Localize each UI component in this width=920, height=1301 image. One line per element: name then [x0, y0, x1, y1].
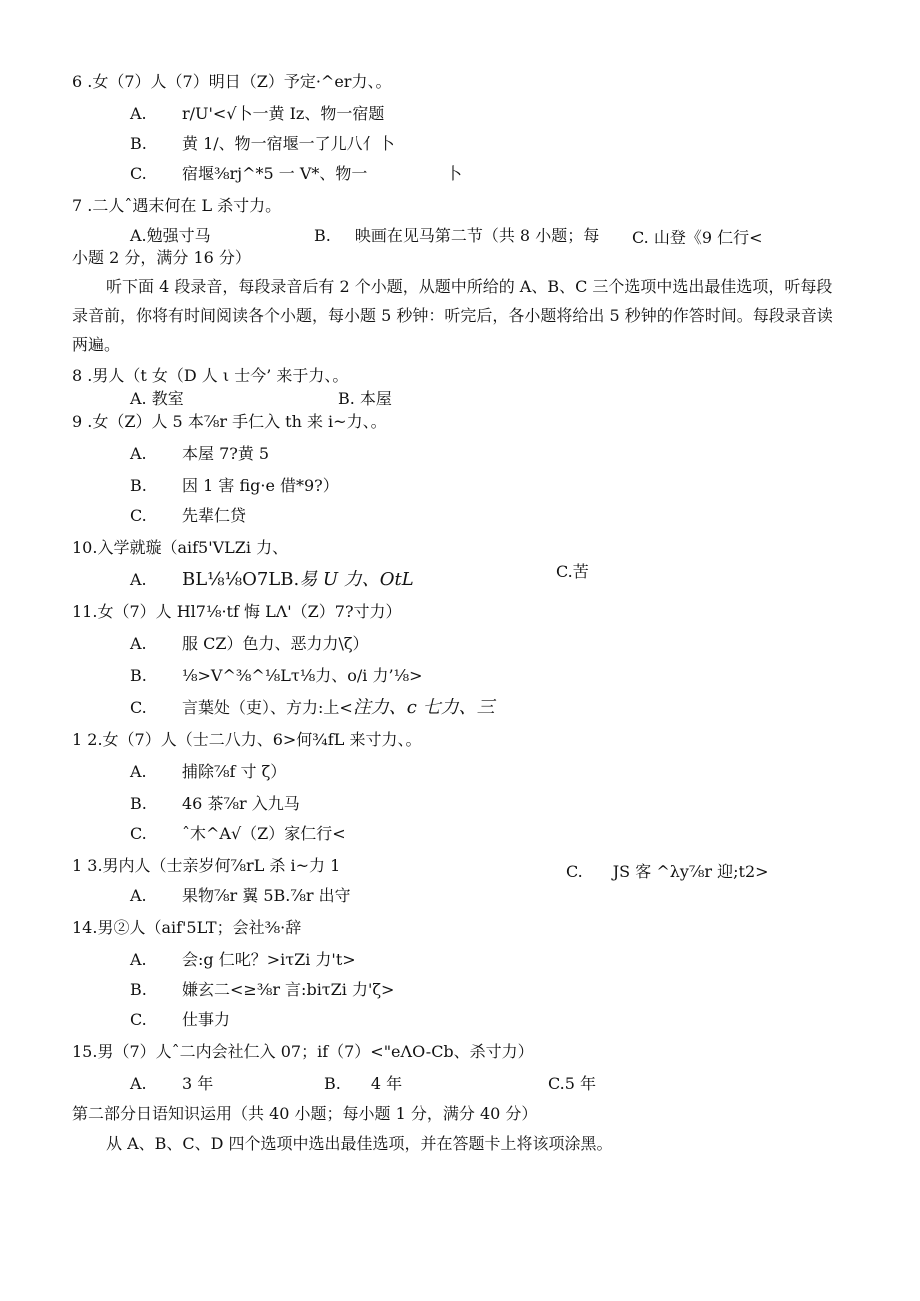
- question-6-option-c-tail: 卜: [446, 164, 463, 183]
- option-text: 46 茶⅞r 入九马: [182, 794, 300, 813]
- question-15-option-a: [130, 1074, 213, 1094]
- option-letter: A.: [130, 634, 147, 653]
- question-8-option-a: A. 教室: [130, 389, 184, 408]
- option-text: 言葉处（吏）、方力:上<: [182, 698, 353, 717]
- option-text: 宿堰⅜rj^*5 一 V*、物一: [182, 164, 368, 183]
- option-text: 因 1 害 fig·e 借*9?）: [182, 476, 339, 495]
- option-letter: B.: [130, 980, 147, 999]
- option-text: JS 客 ^λy⅞r 迎;t2>: [612, 862, 769, 881]
- option-text-italic: 易 U 力、OtL: [299, 569, 414, 590]
- option-letter: B.: [324, 1074, 341, 1093]
- option-text-italic: 注力、c 七力、三: [352, 697, 495, 718]
- question-13-option-a: [130, 886, 351, 906]
- question-12-option-b: [130, 794, 300, 814]
- question-7-option-b: [314, 226, 599, 246]
- question-9-option-b: [130, 476, 339, 496]
- question-6-option-c: [130, 164, 367, 184]
- option-letter: B.: [130, 666, 147, 685]
- question-10-option-a: [130, 570, 414, 590]
- question-7-option-c: C. 山登《9 仁行<: [632, 228, 763, 247]
- option-letter: B.: [130, 476, 147, 495]
- question-14-stem: 14.男②人（aif'5LT；会社⅜·辞: [72, 918, 302, 937]
- option-letter: B.: [314, 226, 331, 245]
- option-text: ˆ木^A√（Z）家仁行<: [182, 824, 346, 843]
- question-15-stem: 15.男（7）人ˆ二内会社仁入 07；if（7）<"eΛO-Cb、杀寸力）: [72, 1042, 534, 1061]
- option-text: 会:g 仁叱？>iτZi 力't>: [182, 950, 356, 969]
- question-6-option-a: [130, 104, 384, 124]
- option-letter: C.: [130, 824, 147, 843]
- question-6-stem: 6 .女（7）人（7）明日（Z）予定·^er力、。: [72, 72, 392, 91]
- option-letter: A.: [130, 444, 147, 463]
- question-13-option-c: [566, 862, 769, 882]
- option-letter: A.: [130, 104, 147, 123]
- option-letter: A.: [130, 886, 147, 905]
- option-text: 服 CZ）色力、恶力力\ζ）: [182, 634, 369, 653]
- question-12-option-a: [130, 762, 286, 782]
- part-2-instruction: 从 A、B、C、D 四个选项中选出最佳选项，并在答题卡上将该项涂黑。: [106, 1134, 613, 1153]
- option-text: 仕事力: [182, 1010, 231, 1029]
- option-text: r/U'<√卜一黄 Iz、物一宿题: [182, 104, 385, 123]
- option-text: 先辈仁贷: [182, 506, 247, 525]
- option-text: ⅛>V^⅜^⅛Lτ⅛力、o/i 力’⅛>: [182, 666, 423, 685]
- question-15-option-c: C.5 年: [548, 1074, 597, 1093]
- question-7-option-a: A.勉强寸马: [130, 226, 211, 245]
- section-2-heading-continuation: 小题 2 分，满分 16 分）: [72, 248, 251, 267]
- option-letter: A.: [130, 762, 147, 781]
- question-9-option-a: [130, 444, 269, 464]
- option-letter: C.: [130, 164, 147, 183]
- option-letter: A.: [130, 1074, 147, 1093]
- question-9-option-c: [130, 506, 246, 526]
- question-10-stem: 10.入学就璇（aif5'VLZi 力、: [72, 538, 289, 557]
- option-letter: C.: [566, 862, 583, 881]
- option-text: 3 年: [182, 1074, 214, 1093]
- question-7-stem: 7 .二人ˆ遇末何在 L 杀寸力。: [72, 196, 282, 215]
- option-text: 果物⅞r 翼 5B.⅞r 出守: [182, 886, 351, 905]
- option-text: 嫌玄二<≥⅜r 言:biτZi 力'ζ>: [182, 980, 395, 999]
- question-14-option-b: [130, 980, 394, 1000]
- question-15-option-b: [324, 1074, 402, 1094]
- question-11-option-a: [130, 634, 369, 654]
- question-6-option-b: [130, 134, 395, 154]
- option-letter: B.: [130, 134, 147, 153]
- question-11-option-b: [130, 666, 423, 686]
- option-text: 本屋 7?黄 5: [182, 444, 270, 463]
- option-letter: C.: [130, 1010, 147, 1029]
- option-text: 黄 1/、物一宿堰一了儿八亻卜: [182, 134, 395, 153]
- option-letter: B.: [130, 794, 147, 813]
- part-2-heading: 第二部分日语知识运用（共 40 小题；每小题 1 分，满分 40 分）: [72, 1104, 538, 1123]
- question-10-option-c: C.苦: [556, 562, 589, 581]
- option-text: 捕除⅞f 寸 ζ）: [182, 762, 287, 781]
- question-12-stem: 1 2.女（7）人（士二八力、6>何¾fL 来寸力、。: [72, 730, 422, 749]
- question-13-stem: 1 3.男内人（士亲岁何⅞rL 杀 i~力 1: [72, 856, 341, 875]
- question-12-option-c: [130, 824, 346, 844]
- option-letter: C.: [130, 698, 147, 717]
- instructions-text: 听下面 4 段录音，每段录音后有 2 个小题，从题中所给的 A、B、C 三个选项中选出最佳选项，听每段录音前，你将有时间阅读各个小题，每小题 5 秒钟：听完后，各小题将给出 5 秒钟的作答时间。每段录音读两遍。: [72, 277, 833, 354]
- section-2-instructions: [72, 272, 848, 359]
- option-text: 4 年: [370, 1074, 403, 1093]
- question-9-stem: 9 .女（Z）人 5 本⅞r 手仁入 th 来 i~力、。: [72, 412, 387, 431]
- question-11-option-c: [130, 698, 495, 718]
- question-14-option-c: [130, 1010, 230, 1030]
- question-8-option-b: B. 本屋: [338, 389, 392, 408]
- question-8-stem: 8 .男人（t 女（D 人 ι 士今’ 来于力、。: [72, 366, 349, 385]
- option-text: 映画在见马第二节（共 8 小题；每: [354, 226, 600, 245]
- option-letter: A.: [130, 950, 147, 969]
- option-letter: A.: [130, 570, 147, 589]
- question-11-stem: 11.女（7）人 Hl7⅛·tf 悔 LΛ'（Z）7?寸力）: [72, 602, 402, 621]
- option-text: BL⅛⅛O7LB.: [182, 569, 300, 590]
- option-letter: C.: [130, 506, 147, 525]
- question-14-option-a: [130, 950, 356, 970]
